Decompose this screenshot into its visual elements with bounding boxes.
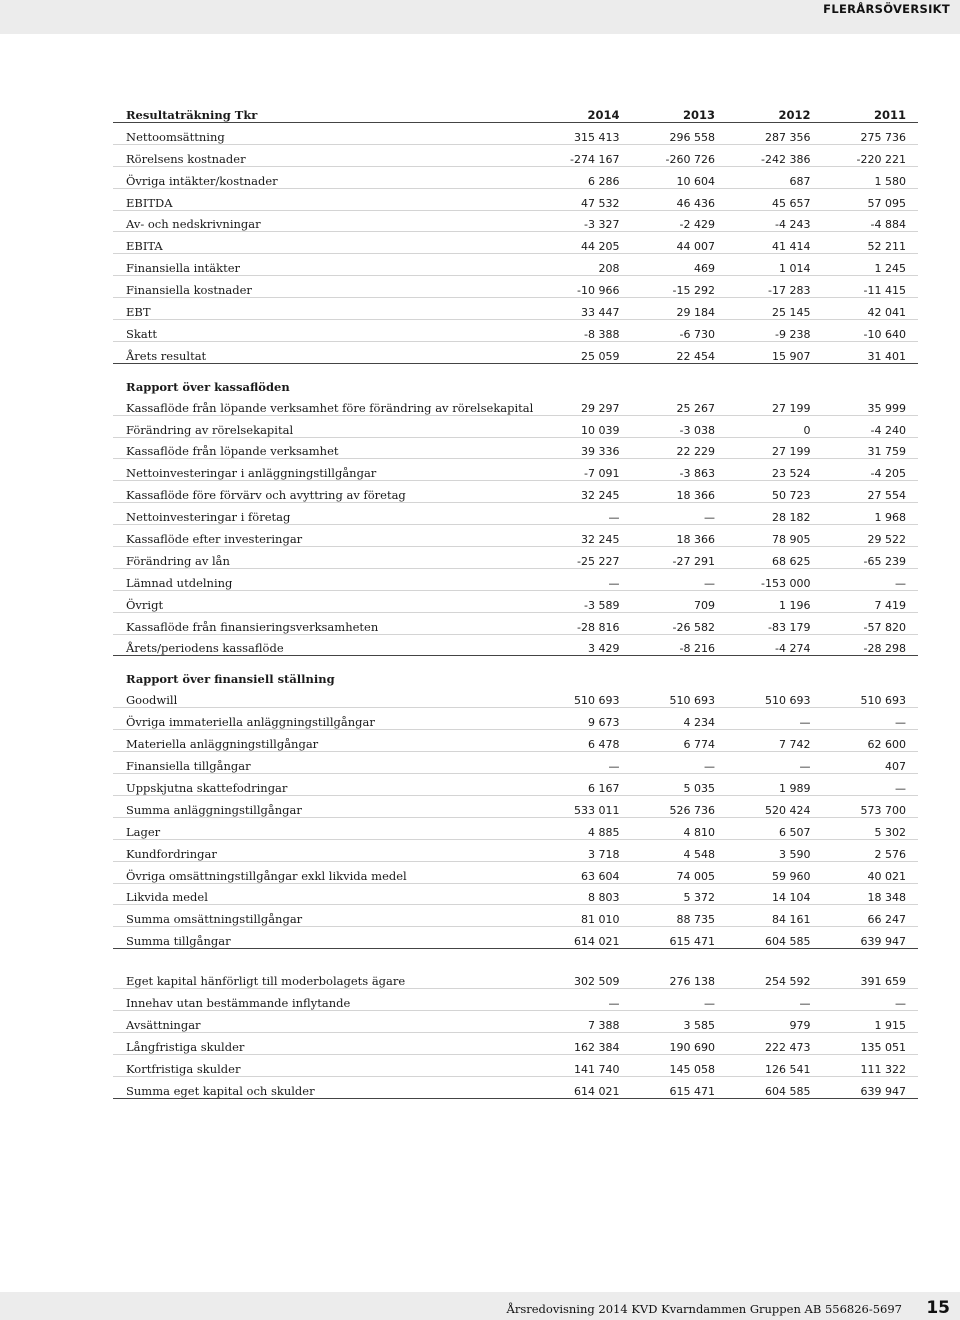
table-row <box>113 166 918 188</box>
row-value: 39 336 <box>536 437 632 459</box>
row-value: 141 740 <box>536 1054 632 1076</box>
table-row <box>113 503 918 525</box>
row-value: 604 585 <box>727 927 823 949</box>
row-value: 31 401 <box>823 341 919 363</box>
row-value: -57 820 <box>823 612 919 634</box>
row-value: 81 010 <box>536 905 632 927</box>
row-label: EBITA <box>113 232 536 254</box>
row-value: 145 058 <box>632 1054 728 1076</box>
row-value: 88 735 <box>632 905 728 927</box>
page-number: 15 <box>926 1298 950 1318</box>
row-label: Skatt <box>113 320 536 342</box>
table-row <box>113 1054 918 1076</box>
row-label: Summa anläggningstillgångar <box>113 795 536 817</box>
row-label: Förändring av rörelsekapital <box>113 415 536 437</box>
row-value: 639 947 <box>823 927 919 949</box>
table-row <box>113 188 918 210</box>
spacer-row <box>113 363 918 372</box>
row-label: Årets/periodens kassaflöde <box>113 634 536 656</box>
header-band <box>0 0 960 34</box>
row-label: Summa tillgångar <box>113 927 536 949</box>
row-value: -26 582 <box>632 612 728 634</box>
row-value: 33 447 <box>536 298 632 320</box>
table-row <box>113 525 918 547</box>
row-value: 615 471 <box>632 1076 728 1098</box>
row-label: EBITDA <box>113 188 536 210</box>
table-row <box>113 774 918 796</box>
row-value: 62 600 <box>823 730 919 752</box>
table-row <box>113 686 918 707</box>
row-value: 615 471 <box>632 927 728 949</box>
row-value: -153 000 <box>727 568 823 590</box>
row-value: 18 366 <box>632 481 728 503</box>
row-label: Materiella anläggningstillgångar <box>113 730 536 752</box>
row-value: 6 167 <box>536 774 632 796</box>
row-value: 315 413 <box>536 123 632 145</box>
spacer-cell <box>113 656 918 665</box>
row-value: -17 283 <box>727 276 823 298</box>
row-label: Kundfordringar <box>113 839 536 861</box>
row-value: 276 138 <box>632 967 728 988</box>
row-label: Finansiella intäkter <box>113 254 536 276</box>
row-label: Kassaflöde före förvärv och avyttring av företag <box>113 481 536 503</box>
row-value: 526 736 <box>632 795 728 817</box>
row-value: 44 205 <box>536 232 632 254</box>
row-value: -3 589 <box>536 590 632 612</box>
table-body <box>113 102 918 1098</box>
row-value: -7 091 <box>536 459 632 481</box>
row-label: Årets resultat <box>113 341 536 363</box>
row-label: Innehav utan bestämmande inflytande <box>113 989 536 1011</box>
row-value: 10 039 <box>536 415 632 437</box>
row-value: 3 590 <box>727 839 823 861</box>
table-row <box>113 1010 918 1032</box>
row-value: -4 243 <box>727 210 823 232</box>
row-label: Eget kapital hänförligt till moderbolagets ägare <box>113 967 536 988</box>
row-value: 6 286 <box>536 166 632 188</box>
row-label: Likvida medel <box>113 883 536 905</box>
row-value: — <box>632 568 728 590</box>
row-value: 52 211 <box>823 232 919 254</box>
row-value: 979 <box>727 1010 823 1032</box>
table-row <box>113 967 918 988</box>
table-row <box>113 730 918 752</box>
row-value: 25 145 <box>727 298 823 320</box>
row-value: 533 011 <box>536 795 632 817</box>
row-label: Kassaflöde från löpande verksamhet <box>113 437 536 459</box>
table-row <box>113 437 918 459</box>
row-value: -8 388 <box>536 320 632 342</box>
row-value: 296 558 <box>632 123 728 145</box>
table-row <box>113 547 918 569</box>
row-value: 74 005 <box>632 861 728 883</box>
row-value: 3 429 <box>536 634 632 656</box>
row-label: Avsättningar <box>113 1010 536 1032</box>
row-value: — <box>823 708 919 730</box>
row-label: Finansiella kostnader <box>113 276 536 298</box>
row-value: 35 999 <box>823 394 919 415</box>
row-value: -3 327 <box>536 210 632 232</box>
table-row <box>113 568 918 590</box>
row-value: -65 239 <box>823 547 919 569</box>
row-value: 8 803 <box>536 883 632 905</box>
row-value: — <box>632 989 728 1011</box>
row-value: 614 021 <box>536 1076 632 1098</box>
row-value: 162 384 <box>536 1032 632 1054</box>
row-value: — <box>536 568 632 590</box>
row-value: — <box>727 752 823 774</box>
row-label: Kassaflöde efter investeringar <box>113 525 536 547</box>
table-row <box>113 634 918 656</box>
row-label: Uppskjutna skattefodringar <box>113 774 536 796</box>
row-value: 66 247 <box>823 905 919 927</box>
table-title: Resultaträkning Tkr <box>113 102 536 123</box>
row-value: -4 240 <box>823 415 919 437</box>
row-value: 5 372 <box>632 883 728 905</box>
row-value: — <box>823 989 919 1011</box>
table-row <box>113 989 918 1011</box>
row-value: 4 810 <box>632 817 728 839</box>
table-header-row <box>113 102 918 123</box>
row-value: 1 989 <box>727 774 823 796</box>
row-value: — <box>727 989 823 1011</box>
footer-text: Årsredovisning 2014 KVD Kvarndammen Gruppen AB 556826-5697 <box>506 1302 902 1316</box>
table-row <box>113 144 918 166</box>
row-value: -220 221 <box>823 144 919 166</box>
row-value: 687 <box>727 166 823 188</box>
row-value: 4 885 <box>536 817 632 839</box>
row-value: 22 229 <box>632 437 728 459</box>
section-title: FLERÅRSÖVERSIKT <box>823 2 950 16</box>
row-value: 1 014 <box>727 254 823 276</box>
row-value: 5 035 <box>632 774 728 796</box>
row-value: 302 509 <box>536 967 632 988</box>
table-row <box>113 320 918 342</box>
row-value: 639 947 <box>823 1076 919 1098</box>
table-row <box>113 1032 918 1054</box>
year-header: 2011 <box>823 102 919 123</box>
row-label: EBT <box>113 298 536 320</box>
table-row <box>113 861 918 883</box>
table-row <box>113 905 918 927</box>
row-value: 6 507 <box>727 817 823 839</box>
row-label: Övrigt <box>113 590 536 612</box>
row-value: -15 292 <box>632 276 728 298</box>
row-label: Nettoomsättning <box>113 123 536 145</box>
row-value: 22 454 <box>632 341 728 363</box>
table-row <box>113 795 918 817</box>
row-value: 29 522 <box>823 525 919 547</box>
table-row <box>113 123 918 145</box>
row-value: 27 199 <box>727 394 823 415</box>
row-value: 254 592 <box>727 967 823 988</box>
row-value: 6 478 <box>536 730 632 752</box>
row-value: -260 726 <box>632 144 728 166</box>
row-value: 27 199 <box>727 437 823 459</box>
row-value: 208 <box>536 254 632 276</box>
table-row <box>113 839 918 861</box>
row-value: -10 640 <box>823 320 919 342</box>
year-header: 2013 <box>632 102 728 123</box>
table-row <box>113 1076 918 1098</box>
row-value: 32 245 <box>536 481 632 503</box>
row-value: -27 291 <box>632 547 728 569</box>
row-value: 709 <box>632 590 728 612</box>
row-value: 7 742 <box>727 730 823 752</box>
row-label: Kassaflöde från finansieringsverksamheten <box>113 612 536 634</box>
spacer-cell <box>113 363 918 372</box>
row-value: -6 730 <box>632 320 728 342</box>
row-label: Lager <box>113 817 536 839</box>
row-value: -3 038 <box>632 415 728 437</box>
row-value: 44 007 <box>632 232 728 254</box>
row-value: 84 161 <box>727 905 823 927</box>
row-value: 510 693 <box>632 686 728 707</box>
row-value: — <box>823 774 919 796</box>
row-value: -25 227 <box>536 547 632 569</box>
row-value: 614 021 <box>536 927 632 949</box>
table-row <box>113 612 918 634</box>
row-value: 25 059 <box>536 341 632 363</box>
row-label: Förändring av lån <box>113 547 536 569</box>
spacer-cell <box>113 949 918 968</box>
row-value: 469 <box>632 254 728 276</box>
row-label: Goodwill <box>113 686 536 707</box>
row-value: 29 184 <box>632 298 728 320</box>
row-value: 407 <box>823 752 919 774</box>
row-value: — <box>536 503 632 525</box>
spacer-row <box>113 949 918 968</box>
row-value: 50 723 <box>727 481 823 503</box>
row-value: — <box>536 989 632 1011</box>
section-heading-row <box>113 372 918 394</box>
table-row <box>113 883 918 905</box>
row-value: 59 960 <box>727 861 823 883</box>
row-value: — <box>632 752 728 774</box>
row-value: 6 774 <box>632 730 728 752</box>
row-value: -10 966 <box>536 276 632 298</box>
table-row <box>113 927 918 949</box>
row-value: -28 298 <box>823 634 919 656</box>
table-row <box>113 210 918 232</box>
row-value: 9 673 <box>536 708 632 730</box>
row-value: 0 <box>727 415 823 437</box>
row-label: Rörelsens kostnader <box>113 144 536 166</box>
row-value: 3 718 <box>536 839 632 861</box>
table-row <box>113 481 918 503</box>
row-value: 573 700 <box>823 795 919 817</box>
row-value: -4 205 <box>823 459 919 481</box>
row-label: Övriga immateriella anläggningstillgångar <box>113 708 536 730</box>
table-row <box>113 752 918 774</box>
row-value: -4 884 <box>823 210 919 232</box>
row-value: -2 429 <box>632 210 728 232</box>
table-row <box>113 232 918 254</box>
row-label: Övriga omsättningstillgångar exkl likvida medel <box>113 861 536 883</box>
row-value: 57 095 <box>823 188 919 210</box>
row-value: 41 414 <box>727 232 823 254</box>
row-label: Summa omsättningstillgångar <box>113 905 536 927</box>
row-label: Summa eget kapital och skulder <box>113 1076 536 1098</box>
row-value: 42 041 <box>823 298 919 320</box>
row-label: Av- och nedskrivningar <box>113 210 536 232</box>
row-value: 3 585 <box>632 1010 728 1032</box>
row-value: 135 051 <box>823 1032 919 1054</box>
row-value: 46 436 <box>632 188 728 210</box>
row-value: -83 179 <box>727 612 823 634</box>
row-value: 45 657 <box>727 188 823 210</box>
row-value: 10 604 <box>632 166 728 188</box>
table-row <box>113 708 918 730</box>
row-value: 287 356 <box>727 123 823 145</box>
row-value: 27 554 <box>823 481 919 503</box>
row-value: 32 245 <box>536 525 632 547</box>
row-value: -3 863 <box>632 459 728 481</box>
row-value: 1 968 <box>823 503 919 525</box>
row-label: Kortfristiga skulder <box>113 1054 536 1076</box>
table-row <box>113 817 918 839</box>
row-label: Nettoinvesteringar i företag <box>113 503 536 525</box>
table-row <box>113 341 918 363</box>
row-value: 31 759 <box>823 437 919 459</box>
table-row <box>113 394 918 415</box>
row-value: -242 386 <box>727 144 823 166</box>
row-value: 29 297 <box>536 394 632 415</box>
row-value: 510 693 <box>727 686 823 707</box>
row-value: 14 104 <box>727 883 823 905</box>
table-row <box>113 590 918 612</box>
row-value: -274 167 <box>536 144 632 166</box>
row-value: 28 182 <box>727 503 823 525</box>
table-row <box>113 254 918 276</box>
row-value: -9 238 <box>727 320 823 342</box>
row-value: — <box>536 752 632 774</box>
table-row <box>113 459 918 481</box>
row-value: 1 196 <box>727 590 823 612</box>
row-value: 7 388 <box>536 1010 632 1032</box>
row-value: 18 366 <box>632 525 728 547</box>
row-value: 190 690 <box>632 1032 728 1054</box>
table-row <box>113 415 918 437</box>
section-heading: Rapport över kassaflöden <box>126 379 290 394</box>
row-value: 1 245 <box>823 254 919 276</box>
row-value: 222 473 <box>727 1032 823 1054</box>
row-value: 391 659 <box>823 967 919 988</box>
row-value: 5 302 <box>823 817 919 839</box>
row-value: 4 548 <box>632 839 728 861</box>
row-value: 510 693 <box>536 686 632 707</box>
row-value: 25 267 <box>632 394 728 415</box>
row-value: 520 424 <box>727 795 823 817</box>
row-value: -11 415 <box>823 276 919 298</box>
row-value: 40 021 <box>823 861 919 883</box>
row-value: 275 736 <box>823 123 919 145</box>
financial-table <box>113 102 918 1099</box>
row-label: Långfristiga skulder <box>113 1032 536 1054</box>
row-value: -8 216 <box>632 634 728 656</box>
row-value: 1 580 <box>823 166 919 188</box>
row-value: 68 625 <box>727 547 823 569</box>
row-value: 63 604 <box>536 861 632 883</box>
row-value: 126 541 <box>727 1054 823 1076</box>
table-row <box>113 298 918 320</box>
spacer-row <box>113 656 918 665</box>
row-value: 7 419 <box>823 590 919 612</box>
row-value: -28 816 <box>536 612 632 634</box>
row-value: 15 907 <box>727 341 823 363</box>
row-label: Lämnad utdelning <box>113 568 536 590</box>
row-value: -4 274 <box>727 634 823 656</box>
row-label: Finansiella tillgångar <box>113 752 536 774</box>
row-label: Nettoinvesteringar i anläggningstillgångar <box>113 459 536 481</box>
row-value: 510 693 <box>823 686 919 707</box>
table-row <box>113 276 918 298</box>
row-value: 604 585 <box>727 1076 823 1098</box>
year-header: 2012 <box>727 102 823 123</box>
section-heading: Rapport över finansiell ställning <box>126 672 335 687</box>
section-heading-row <box>113 664 918 686</box>
row-value: 18 348 <box>823 883 919 905</box>
row-label: Övriga intäkter/kostnader <box>113 166 536 188</box>
row-value: 2 576 <box>823 839 919 861</box>
row-value: — <box>727 708 823 730</box>
row-label: Kassaflöde från löpande verksamhet före förändring av rörelsekapital <box>113 394 536 415</box>
row-value: 111 322 <box>823 1054 919 1076</box>
row-value: 4 234 <box>632 708 728 730</box>
row-value: 23 524 <box>727 459 823 481</box>
year-header: 2014 <box>536 102 632 123</box>
row-value: — <box>632 503 728 525</box>
row-value: 1 915 <box>823 1010 919 1032</box>
row-value: 47 532 <box>536 188 632 210</box>
row-value: 78 905 <box>727 525 823 547</box>
row-value: — <box>823 568 919 590</box>
